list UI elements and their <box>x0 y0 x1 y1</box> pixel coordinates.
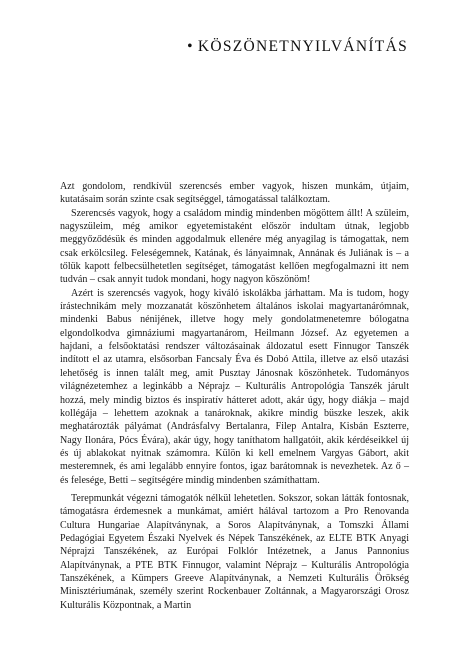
section-heading <box>187 38 408 56</box>
paragraph: Azt gondolom, rendkívül szerencsés ember vagyok, hiszen munkám, útjaim, kutatásaim során szinte csak segítséggel, támogatással találkoztam. <box>60 181 409 206</box>
heading-title: KÖSZÖNETNYILVÁNÍTÁS <box>197 38 408 55</box>
bullet-icon: • <box>187 38 194 55</box>
paragraph: Terepmunkát végezni támogatók nélkül lehetetlen. Sokszor, sokan látták fontosnak, támogatásra érdemesnek a munkámat, amiért hálával tartozom a Pro Renovanda Cultura Hungariae Alapítványnak, a Soros Alapítványnak, a Tomszki Állami Pedagógiai Egyetem Északi Nyelvek és Népek Tanszékének, az ELTE BTK Anyagi Néprajzi Tanszékének, az Európai Folklór Intézetnek, a Janus Pannonius Alapítványnak, a PTE BTK Finnugor, valamint Néprajz – Kulturális Antropológia Tanszékének, a Kümpers Greeve Alapítványnak, a Nemzeti Kulturális Örökség Minisztériumának, személy szerint Rockenbauer Zoltánnak, a Magyarországi Orosz Kulturális Központnak, a Martin <box>60 492 409 611</box>
paragraph: Szerencsés vagyok, hogy a családom mindig mindenben mögöttem állt! A szüleim, nagyszüleim, még amikor egyetemistaként először indultam útnak, legjobb meggyőződésük és minden aggodalmuk ellenére még anyagilag is támogattak, nem csak erkölcsileg. Feleségemnek, Katának, és lányaimnak, Annának és Juliának is – a tőlük kapott felbecsülhetetlen segítséget, támogatást kellően megfogalmazni itt nem tudván – csak annyit tudok mondani, hogy nagyon köszönöm! <box>60 207 409 286</box>
body-text <box>60 180 409 612</box>
paragraph: Azért is szerencsés vagyok, hogy kiváló iskolákba járhattam. Ma is tudom, hogy írástechnikám mely mozzanatát köszönhetem általános iskolai magyartanárómnak, mindenki Babus nénijének, illetve hogy mely gondolatmenetemre bólogatna elgondolkodva gimnáziumi magyartanárom, Heilmann József. Az egyetemen a hajdani, a felsőoktatási rendszer változásainak áldozatul esett Finnugor Tanszék indított el az utamra, elsősorban Fancsaly Éva és Dobó Attila, illetve az első utazási lehetőség is innen talált meg, amit Pusztay Jánosnak köszönhetek. Tudományos világnézetemhez a leginkább a Néprajz – Kulturális Antropológia Tanszék járult hozzá, mely mindig biztos és inspiratív hátteret adott, akár úgy, hogy diákja – majd kollégája – lehettem azoknak a tanároknak, akikre mindig büszke leszek, akik meghatározták pályámat (Andrásfalvy Bertalanra, Filep Antalra, Kisbán Eszterre, Nagy Ilonára, Pócs Évára), akár úgy, hogy taníthatom hallgatóit, akik kérdéseikkel új és új ablakokat nyitnak számomra. Külön ki kell emelnem Vargyas Gábort, akit mesteremnek, és ami legalább ennyire fontos, igaz barátomnak is nevezhetek. Az ő – és felesége, Betti – segítségére mindig mindenben számíthattam. <box>60 287 409 486</box>
